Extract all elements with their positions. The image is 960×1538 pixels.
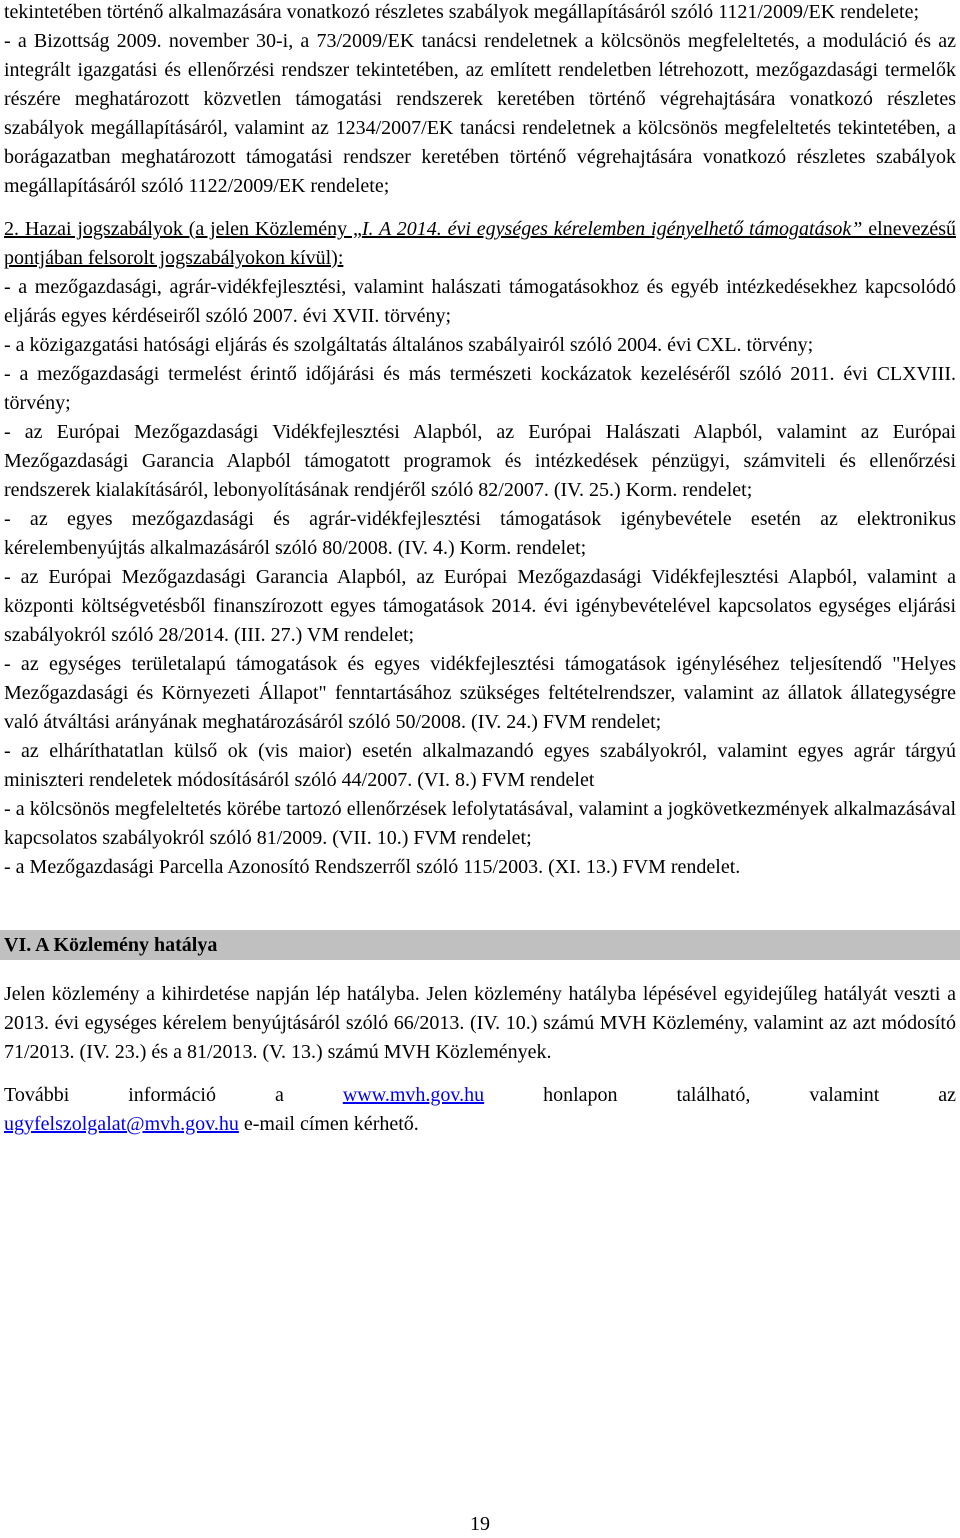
law-item: - a Mezőgazdasági Parcella Azonosító Rendszerről szóló 115/2003. (XI. 13.) FVM rendelet. [4, 856, 741, 878]
website-link[interactable]: www.mvh.gov.hu [342, 1084, 485, 1106]
email-suffix: e-mail címen kérhető. [238, 1113, 419, 1135]
law-item: - az egységes területalapú támogatások és egyes vidékfejlesztési támogatások igényléséhez teljesítendő "Helyes Mezőgazdasági és Környezeti Állapot" fenntartásához szükséges feltételrendszer, valamint az állatok állategységre való átváltási arányának meghatározásáról szóló 50/2008. (IV. 24.) FVM rendelet; [4, 653, 956, 733]
law-item: - az Európai Mezőgazdasági Vidékfejlesztési Alapból, az Európai Halászati Alapból, valamint az Európai Mezőgazdasági Garancia Alapból támogatott programok és intézkedések pénzügyi, számviteli és ellenőrzési rendszerek kialakításáról, lebonyolításának rendjéről szóló 82/2007. (IV. 25.) Korm. rendelet; [4, 421, 956, 501]
law-item: - az Európai Mezőgazdasági Garancia Alapból, az Európai Mezőgazdasági Vidékfejlesztési Alapból, valamint a központi költségvetésből finanszírozott egyes támogatások 2014. évi igénybevételével kapcsolatos egységes eljárási szabályokról szóló 28/2014. (III. 27.) VM rendelet; [4, 566, 956, 646]
document-page [4, 0, 956, 1139]
law-item: - a közigazgatási hatósági eljárás és szolgáltatás általános szabályairól szóló 2004. évi CXL. törvény; [4, 334, 814, 356]
info-prefix: További információ a [4, 1084, 284, 1106]
intro-paragraph-1: tekintetében történő alkalmazására vonatkozó részletes szabályok megállapításáról szóló 1121/2009/EK rendelete; [4, 1, 920, 23]
section-6-paragraph: Jelen közlemény a kihirdetése napján lép hatályba. Jelen közlemény hatályba lépésével egyidejűleg hatályát veszti a 2013. évi egységes kérelem benyújtásáról szóló 66/2013. (IV. 10.) számú MVH Közlemény, valamint az azt módosító 71/2013. (IV. 23.) és a 81/2013. (V. 13.) számú MVH Közlemények. [4, 983, 956, 1063]
email-paragraph [4, 1110, 956, 1139]
law-item: - a mezőgazdasági, agrár-vidékfejlesztési, valamint halászati támogatásokhoz és egyéb intézkedésekhez kapcsolódó eljárás egyes kérdéseiről szóló 2007. évi XVII. törvény; [4, 276, 956, 327]
email-link[interactable]: ugyfelszolgalat@mvh.gov.hu [4, 1113, 239, 1135]
intro-paragraph-2: - a Bizottság 2009. november 30-i, a 73/2009/EK tanácsi rendeletnek a kölcsönös megfeleltetés, a moduláció és az integrált igazgatási és ellenőrzési rendszer tekintetében, az említett rendeletben létrehozott, mezőgazdasági termelők részére meghatározott közvetlen támogatási rendszerek keretében történő végrehajtására vonatkozó részletes szabályok megállapításáról, valamint az 1234/2007/EK tanácsi rendeletnek a kölcsönös megfeleltetés tekintetében, a borágazatban meghatározott támogatási rendszer keretében történő végrehajtására vonatkozó részletes szabályok megállapításáról szóló 1122/2009/EK rendelete; [4, 30, 956, 197]
info-middle: honlapon található, valamint az [543, 1084, 957, 1106]
section-6-title: VI. A Közlemény hatálya [0, 930, 960, 960]
section-2-heading-part1: 2. Hazai jogszabályok (a jelen Közlemény „ [4, 218, 362, 240]
law-item: - az elháríthatatlan külső ok (vis maior) esetén alkalmazandó egyes szabályokról, valamint egyes agrár tárgyú miniszteri rendeletek módosításáról szóló 44/2007. (VI. 8.) FVM rendelet [4, 740, 956, 791]
info-paragraph [4, 1081, 956, 1110]
law-item: - az egyes mezőgazdasági és agrár-vidékfejlesztési támogatások igénybevétele esetén az elektronikus kérelembenyújtás alkalmazásáról szóló 80/2008. (IV. 4.) Korm. rendelet; [4, 508, 956, 559]
page-number: 19 [470, 1513, 490, 1535]
law-item: - a kölcsönös megfeleltetés körébe tartozó ellenőrzések lefolytatásával, valamint a jogkövetkezmények alkalmazásával kapcsolatos szabályokról szóló 81/2009. (VII. 10.) FVM rendelet; [4, 798, 956, 849]
law-item: - a mezőgazdasági termelést érintő időjárási és más természeti kockázatok kezeléséről szóló 2011. évi CLXVIII. törvény; [4, 363, 956, 414]
section-2-heading [4, 215, 956, 273]
section-2-heading-italic: I. A 2014. évi egységes kérelemben igényelhető támogatások” [361, 218, 863, 240]
section-2-heading-part2: elnevezésű pontjában felsorolt jogszabályokon kívül): [4, 218, 956, 269]
